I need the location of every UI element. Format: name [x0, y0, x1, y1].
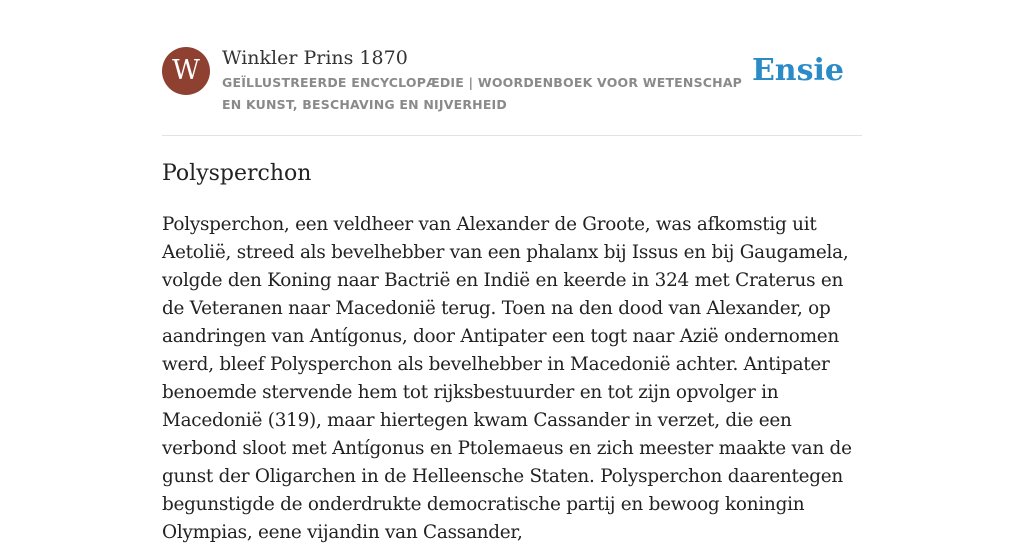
header-divider	[162, 135, 862, 136]
article-title: Polysperchon	[162, 161, 312, 186]
ensie-logo[interactable]: Ensie	[751, 53, 844, 88]
source-avatar[interactable]: W	[162, 47, 210, 95]
source-subtitle: GEÏLLUSTREERDE ENCYCLOPÆDIE | WOORDENBOEK VOOR WETENSCHAP EN KUNST, BESCHAVING EN NIJVERHEID	[222, 75, 743, 112]
source-name[interactable]: Winkler Prins 1870	[222, 47, 408, 69]
article-body: Polysperchon, een veldheer van Alexander de Groote, was afkomstig uit Aetolië, streed als bevelhebber van een phalanx bij Issus en bij Gaugamela, volgde den Koning naar Bactrië en Indië en keerde in 324 met Craterus en de Veteranen naar Macedonië terug. Toen na den dood van Alexander, op aandringen van Antígonus, door Antipater een togt naar Azië ondernomen werd, bleef Polysperchon als bevelhebber in Macedonië achter. Antipater benoemde stervende hem tot rijksbestuurder en tot zijn opvolger in Macedonië (319), maar hiertegen kwam Cassander in verzet, die een verbond sloot met Antígonus en Ptolemaeus en zich meester maakte van de gunst der Oligarchen in de Helleensche Staten. Polysperchon daarentegen begunstigde de onderdrukte democratische partij en bewoog koningin Olympias, eene vijandin van Cassander,	[162, 214, 852, 543]
source-header	[162, 47, 862, 117]
